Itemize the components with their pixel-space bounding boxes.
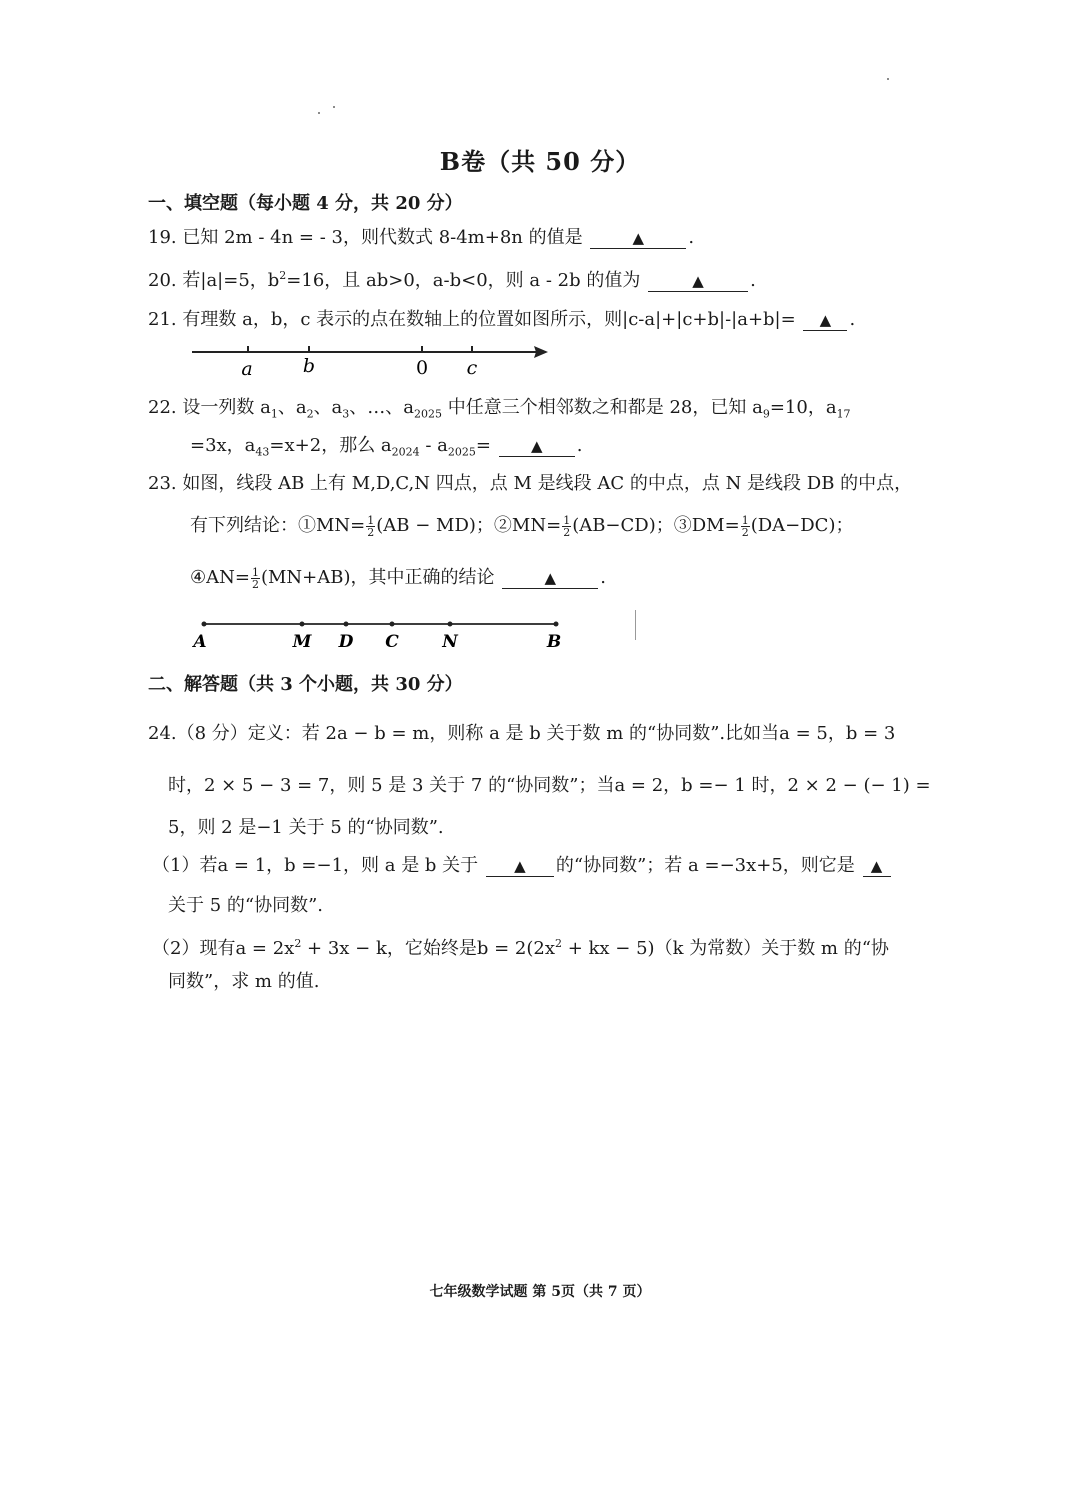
question-24-line-2: 时，2 × 5 − 3 = 7，则 5 是 3 关于 7 的“协同数”；当a = 2，b =− 1 时，2 × 2 − (− 1) = bbox=[168, 775, 931, 796]
number-line-arrow bbox=[534, 346, 548, 358]
point-a bbox=[202, 622, 207, 627]
question-number: 20. bbox=[148, 270, 177, 291]
label-c: c bbox=[466, 357, 478, 379]
triangle-icon: ▲ bbox=[819, 311, 832, 329]
question-24-part-2: （2）现有$a = 2x^2 + 3x - k$，它始终是$b = 2(2x^2$ + kx − 5)（k 为常数）关于数 m 的“协 bbox=[152, 937, 889, 959]
fraction-half: $\frac{1}{2}$ bbox=[563, 513, 571, 539]
triangle-icon: ▲ bbox=[692, 272, 704, 290]
scan-mark bbox=[635, 610, 636, 640]
question-19: 19. 已知 2m - 4n = - 3，则代数式 8-4m+8n 的值是 ▲ . bbox=[148, 227, 695, 248]
answer-blank[interactable] bbox=[803, 310, 847, 331]
triangle-icon: ▲ bbox=[632, 229, 645, 247]
question-number: 22. bbox=[148, 397, 177, 418]
label-a: a bbox=[241, 358, 253, 380]
question-24-line-3: 5，则 2 是−1 关于 5 的“协同数”. bbox=[168, 817, 444, 838]
triangle-icon: ▲ bbox=[870, 857, 883, 875]
point-b bbox=[554, 622, 559, 627]
scan-speck bbox=[318, 112, 320, 114]
question-23-line-1: 23. 如图，线段 AB 上有 M,D,C,N 四点，点 M 是线段 AC 的中点，点 N 是线段 DB 的中点， bbox=[148, 473, 913, 494]
segment-diagram bbox=[190, 612, 570, 654]
fraction-half: $\frac{1}{2}$ bbox=[251, 565, 259, 591]
question-number: 21. bbox=[148, 309, 177, 330]
triangle-icon: ▲ bbox=[514, 857, 526, 875]
label-point-n: N bbox=[442, 632, 458, 652]
label-point-a: A bbox=[193, 632, 207, 652]
answer-blank[interactable] bbox=[502, 568, 598, 589]
label-point-c: C bbox=[385, 632, 399, 652]
answer-blank[interactable] bbox=[590, 228, 686, 249]
answer-blank[interactable] bbox=[499, 436, 575, 457]
question-23-line-3: ④AN= $\frac{1}{2}$ (MN+AB)，其中正确的结论 ▲ . bbox=[190, 565, 606, 591]
triangle-icon: ▲ bbox=[544, 569, 557, 587]
label-zero: 0 bbox=[415, 357, 429, 379]
label-point-d: D bbox=[338, 632, 354, 652]
question-text: 已知 2m - 4n = - 3，则代数式 8-4m+8n 的值是 bbox=[182, 227, 583, 248]
page-title: B卷（共 50 分） bbox=[439, 147, 641, 176]
question-20: 20. 若|a|=5，$b^2=16$，且 ab>0，a-b<0，则 a - 2b 的值为 ▲ . bbox=[148, 269, 756, 291]
question-24-line-1: 24.（8 分）定义：若 2a − b = m，则称 a 是 b 关于数 m 的“协同数”.比如当a = 5，b = 3 bbox=[148, 723, 896, 744]
point-n bbox=[448, 622, 453, 627]
label-b: b bbox=[302, 355, 316, 377]
question-22-line-1: 22. 设一列数 $a_1$、$a_2$、$a_3$、…、$a_{2025}$ 中任意三个相邻数之和都是 28，已知 $a_9=10$，$a_{17}$ bbox=[148, 397, 851, 421]
point-d bbox=[344, 622, 349, 627]
label-point-b: B bbox=[546, 632, 562, 652]
question-23-line-2: 有下列结论：①MN= $\frac{1}{2}$ (AB − MD)；②MN= $\frac{1}{2}$ (AB−CD)；③DM= $\frac{1}{2}$ (DA−DC)； bbox=[190, 513, 854, 539]
fraction-half: $\frac{1}{2}$ bbox=[367, 513, 375, 539]
label-point-m: M bbox=[292, 632, 312, 652]
question-24-part-1: （1）若a = 1，b =−1，则 a 是 b 关于 ▲ 的“协同数”；若 a =−3x+5，则它是 ▲ bbox=[152, 854, 893, 878]
question-24-part-2-line-2: 同数”，求 m 的值. bbox=[168, 971, 320, 992]
question-24-part-1-line-2: 关于 5 的“协同数”. bbox=[168, 895, 324, 916]
answer-blank[interactable] bbox=[863, 856, 891, 877]
question-number: 23. bbox=[148, 473, 177, 494]
scan-speck bbox=[887, 78, 889, 80]
page-footer: 七年级数学试题 第 5页（共 7 页） bbox=[429, 1284, 651, 1300]
question-21: 21. 有理数 a，b，c 表示的点在数轴上的位置如图所示，则|c-a|+|c+b|-|a+b|= ▲ . bbox=[148, 309, 856, 330]
answer-blank[interactable] bbox=[648, 271, 748, 292]
section-heading-fill-in: 一、填空题（每小题 4 分，共 20 分） bbox=[148, 193, 463, 214]
answer-blank[interactable] bbox=[486, 856, 554, 877]
point-c bbox=[390, 622, 395, 627]
scan-speck bbox=[333, 106, 335, 108]
fraction-half: $\frac{1}{2}$ bbox=[741, 513, 749, 539]
question-22-line-2: =3x，$a_{43}=x+2$，那么 $a_{2024} - a_{2025}=$ ▲ . bbox=[190, 435, 583, 459]
question-number: 19. bbox=[148, 227, 177, 248]
section-heading-answers: 二、解答题（共 3 个小题，共 30 分） bbox=[148, 674, 463, 695]
triangle-icon: ▲ bbox=[530, 437, 543, 455]
number-line bbox=[186, 338, 556, 382]
point-m bbox=[300, 622, 305, 627]
